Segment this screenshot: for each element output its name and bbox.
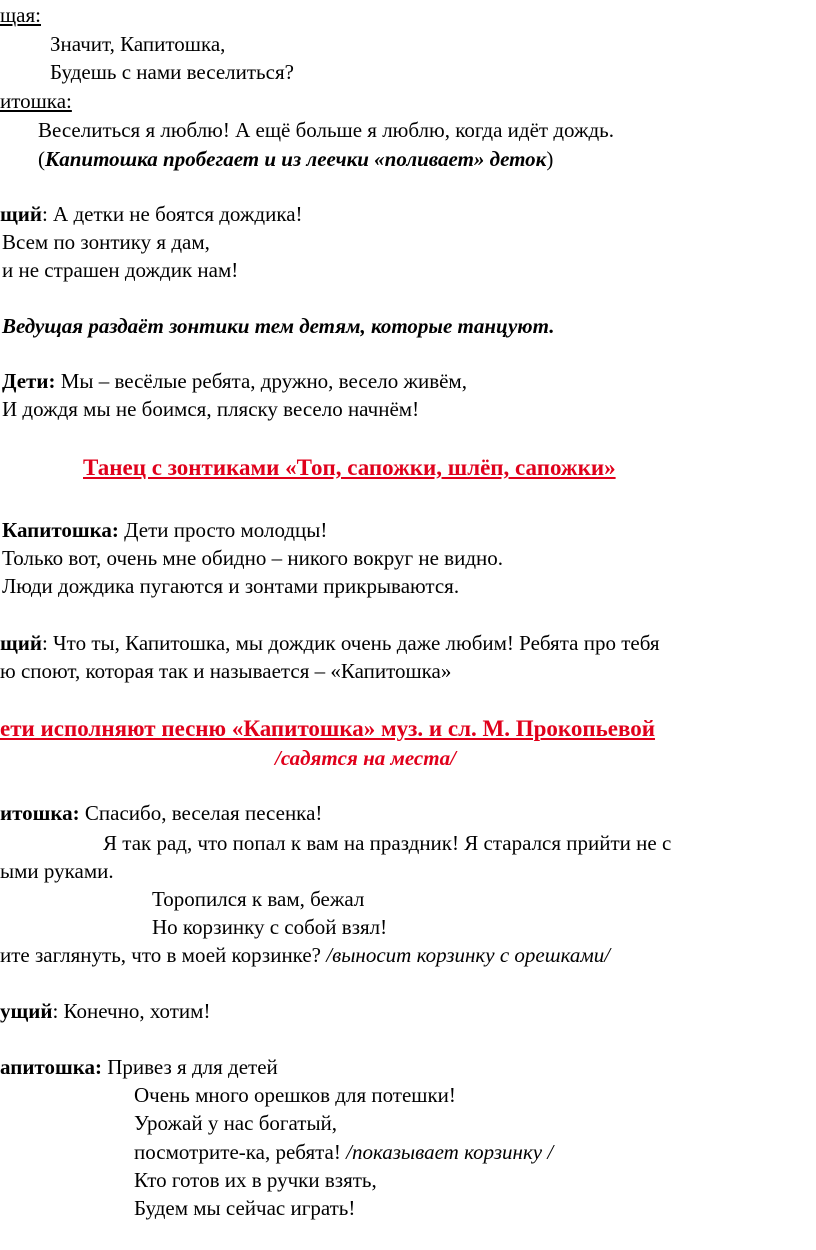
section-subheading: /садятся на места/ <box>275 746 456 770</box>
dialogue-text: Дети просто молодцы! <box>118 518 328 542</box>
dialogue-line <box>0 998 210 1024</box>
text-line: Будем мы сейчас играть! <box>134 1196 356 1220</box>
paren-open: ( <box>38 147 45 171</box>
stage-direction: Капитошка пробегает и из леечки «поливает» деток <box>45 147 547 171</box>
text-line: Я так рад, что попал к вам на праздник! Я старался прийти не с <box>103 831 672 855</box>
text-line: ыми руками. <box>0 859 114 883</box>
text-line: Всем по зонтику я дам, <box>2 230 210 254</box>
dialogue-text: ите заглянуть, что в моей корзинке? <box>0 943 327 967</box>
text-line: Урожай у нас богатый, <box>134 1111 338 1135</box>
speaker-label-kapitoshka-4: апитошка: <box>0 1055 102 1079</box>
dialogue-line <box>0 201 303 227</box>
text-line: Кто готов их в ручки взять, <box>134 1168 377 1192</box>
text-line: Только вот, очень мне обидно – никого вокруг не видно. <box>2 546 504 570</box>
dialogue-text: : А детки не боятся дождика! <box>41 202 303 226</box>
paren-close: ) <box>546 147 554 171</box>
speaker-label-children: Дети: <box>2 369 56 393</box>
speaker-label-kapitoshka-3: итошка: <box>0 801 80 825</box>
stage-direction: /показывает корзинку / <box>346 1140 554 1164</box>
text-line: Значит, Капитошка, <box>50 32 226 56</box>
dialogue-line <box>0 942 610 968</box>
text-line: Но корзинку с собой взял! <box>152 915 388 939</box>
speaker-label-host-2: щий <box>0 202 42 226</box>
text-line: Торопился к вам, бежал <box>152 887 365 911</box>
stage-direction: Ведущая раздаёт зонтики тем детям, которые танцуют. <box>2 314 555 338</box>
stage-direction-line <box>38 146 553 172</box>
dialogue-line <box>0 1054 278 1080</box>
dialogue-text: : Что ты, Капитошка, мы дождик очень даже любим! Ребята про тебя <box>41 631 660 655</box>
speaker-label-host-3: щий <box>0 631 42 655</box>
text-line: Люди дождика пугаются и зонтами прикрываются. <box>2 574 460 598</box>
speaker-label-kapitoshka-2: Капитошка: <box>2 518 119 542</box>
text-line: ю споют, которая так и называется – «Капитошка» <box>0 659 452 683</box>
text-line: Очень много орешков для потешки! <box>134 1083 456 1107</box>
dialogue-text: Мы – весёлые ребята, дружно, весело живём, <box>55 369 467 393</box>
speaker-label-kapitoshka-1: итошка: <box>0 89 72 113</box>
dialogue-line <box>134 1139 553 1165</box>
text-line: И дождя мы не боимся, пляску весело начнём! <box>2 397 420 421</box>
section-heading-song: ети исполняют песню «Капитошка» муз. и сл. М. Прокопьевой <box>0 716 656 741</box>
dialogue-line <box>0 800 322 826</box>
section-heading-dance: Танец с зонтиками «Топ, сапожки, шлёп, сапожки» <box>83 455 616 480</box>
dialogue-text: : Конечно, хотим! <box>52 999 211 1023</box>
dialogue-text: Привез я для детей <box>101 1055 278 1079</box>
speaker-label-host-4: ущий <box>0 999 53 1023</box>
text-line: Будешь с нами веселиться? <box>50 60 294 84</box>
speaker-label-host-1: щая: <box>0 3 41 27</box>
dialogue-text: посмотрите-ка, ребята! <box>134 1140 347 1164</box>
dialogue-line <box>2 517 327 543</box>
text-line: Веселиться я люблю! А ещё больше я люблю, когда идёт дождь. <box>38 118 615 142</box>
stage-direction: /выносит корзинку с орешками/ <box>326 943 611 967</box>
dialogue-line <box>0 630 660 656</box>
text-line: и не страшен дождик нам! <box>2 258 239 282</box>
dialogue-text: Спасибо, веселая песенка! <box>79 801 323 825</box>
dialogue-line <box>2 368 467 394</box>
